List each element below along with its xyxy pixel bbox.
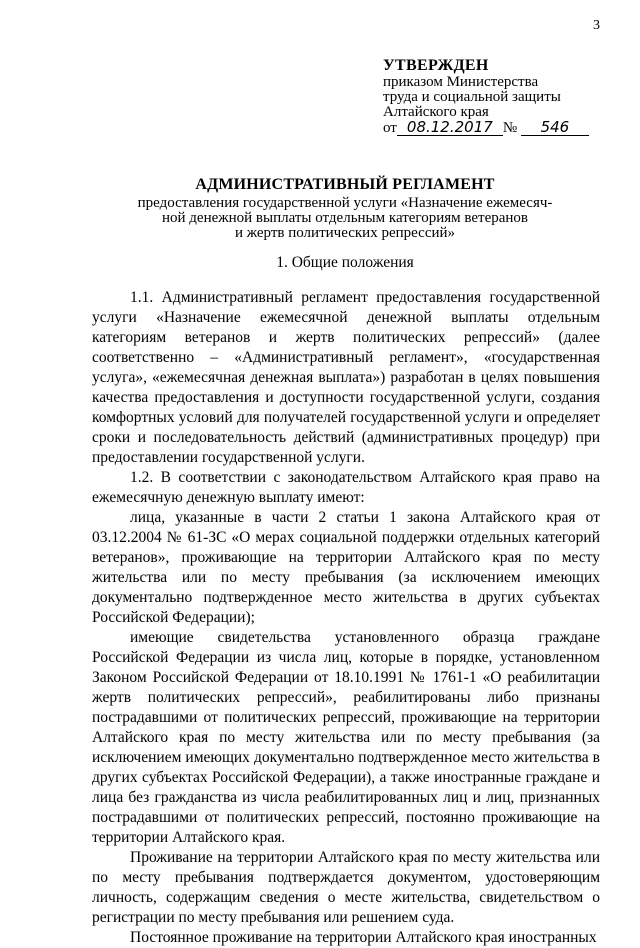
paragraph: лица, указанные в части 2 статьи 1 закона Алтайского края от 03.12.2004 № 61-ЗС «О мерах социальной поддержки отдельных категорий ветеранов», проживающие на территории Алтайского края по месту жительства или по месту пребывания (за исключением имеющих документально подтвержденное место жительства в других субъектах Российской Федерации); <box>92 509 600 626</box>
document-title: АДМИНИСТРАТИВНЫЙ РЕГЛАМЕНТ <box>195 176 495 193</box>
handwritten-date: 08.12.2017 <box>397 120 503 136</box>
section-title: 1. Общие положения <box>276 254 414 271</box>
approval-block <box>383 58 603 136</box>
approval-line: приказом Министерства <box>383 74 539 90</box>
subtitle-line: предоставления государственной услуги «Назначение ежемесяч- <box>137 195 553 211</box>
approval-line: труда и социальной защиты <box>383 89 561 105</box>
approval-title: УТВЕРЖДЕН <box>383 57 489 74</box>
paragraph: 1.1. Административный регламент предоставления государственной услуги «Назначение ежемесячной денежной выплаты отдельным категориям ветеранов и жертв политических репрессий» (далее соответственно – «Административный регламент», «государственная услуга», «ежемесячная денежная выплата») разработан в целях повышения качества предоставления и доступности государственной услуги, создания комфортных условий для получателей государственной услуги и определяет сроки и последовательность действий (административных процедур) при предоставлении государственной услуги. <box>92 289 600 466</box>
number-prefix: № <box>502 120 518 136</box>
body-text <box>92 288 600 948</box>
paragraph: Постоянное проживание на территории Алтайского края иностранных <box>130 929 597 946</box>
subtitle-line: ной денежной выплаты отдельным категориям ветеранов <box>161 210 529 226</box>
approval-line: Алтайского края <box>383 104 489 120</box>
date-prefix: от <box>383 120 397 136</box>
subtitle-line: и жертв политических репрессий» <box>234 225 456 241</box>
title-block <box>120 176 570 241</box>
page-number: 3 <box>593 18 600 33</box>
document-subtitle <box>120 196 570 241</box>
approval-order-line <box>383 120 603 136</box>
paragraph: Проживание на территории Алтайского края по месту жительства или по месту пребывания подтверждается документом, удостоверяющим личность, содержащим сведения о месте жительства, свидетельством о регистрации по месту пребывания или решением суда. <box>92 849 600 926</box>
handwritten-number: 546 <box>521 120 589 136</box>
paragraph: 1.2. В соответствии с законодательством Алтайского края право на ежемесячную денежную выплату имеют: <box>92 469 600 506</box>
paragraph: имеющие свидетельства установленного образца граждане Российской Федерации из числа лиц, которые в порядке, установленном Законом Российской Федерации от 18.10.1991 № 1761-1 «О реабилитации жертв политических репрессий», реабилитированы либо признаны пострадавшими от политических репрессий, проживающие на территории Алтайского края по месту жительства или по месту пребывания (за исключением имеющих документально подтвержденное место жительства в других субъектах Российской Федерации), а также иностранные граждане и лица без гражданства из числа реабилитированных лиц и лиц, признанных пострадавшими от политических репрессий, постоянно проживающие на территории Алтайского края. <box>92 629 600 846</box>
